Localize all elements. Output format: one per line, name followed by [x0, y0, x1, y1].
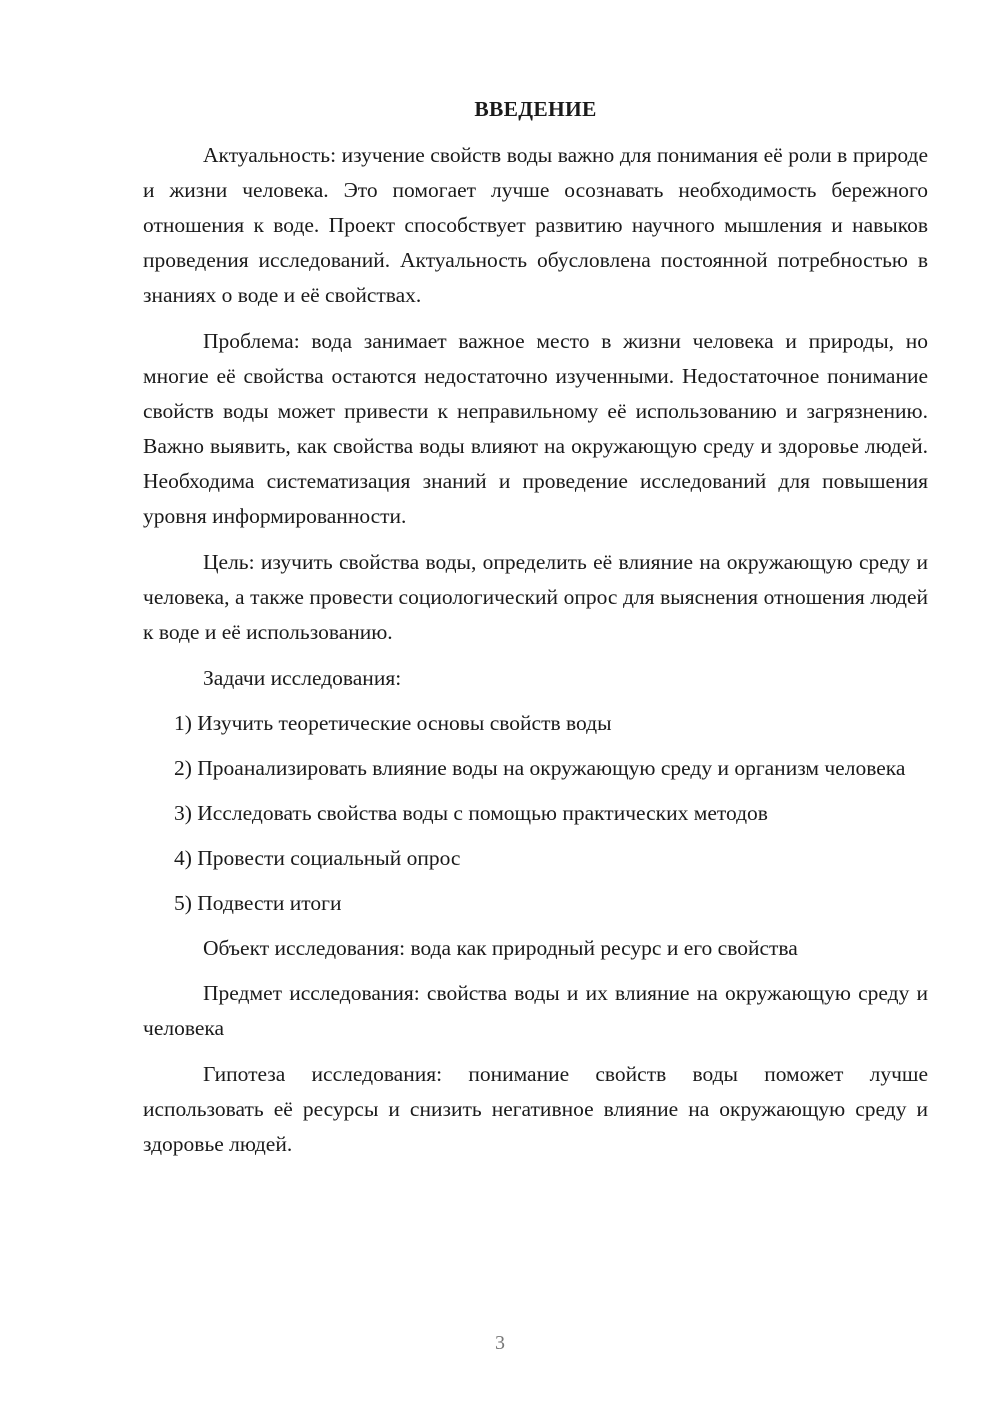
problem-paragraph: Проблема: вода занимает важное место в жизни человека и природы, но многие её свойства остаются недостаточно изученными. Недостаточное понимание свойств воды может привести к неправильному её использованию и загрязнению. Важно выявить, как свойства воды влияют на окружающую среду и здоровье людей. Необходима систематизация знаний и проведение исследований для повышения уровня информированности. — [143, 329, 928, 528]
hypothesis-paragraph: Гипотеза исследования: понимание свойств воды поможет лучше использовать её ресурсы и снизить негативное влияние на окружающую среду и здоровье людей. — [143, 1062, 928, 1156]
goal-paragraph: Цель: изучить свойства воды, определить её влияние на окружающую среду и человека, а также провести социологический опрос для выяснения отношения людей к воде и её использованию. — [143, 550, 928, 644]
tasks-heading: Задачи исследования: — [203, 666, 402, 690]
object-paragraph: Объект исследования: вода как природный ресурс и его свойства — [203, 936, 798, 960]
page-title: ВВЕДЕНИЕ — [474, 97, 597, 121]
task-item: 2) Проанализировать влияние воды на окружающую среду и организм человека — [174, 756, 906, 780]
page-number: 3 — [495, 1332, 505, 1354]
task-item: 1) Изучить теоретические основы свойств воды — [174, 711, 612, 735]
relevance-paragraph: Актуальность: изучение свойств воды важно для понимания её роли в природе и жизни человека. Это помогает лучше осознавать необходимость бережного отношения к воде. Проект способствует развитию научного мышления и навыков проведения исследований. Актуальность обусловлена постоянной потребностью в знаниях о воде и её свойствах. — [143, 143, 928, 307]
document-page — [143, 92, 928, 1173]
task-item: 4) Провести социальный опрос — [174, 846, 461, 870]
subject-paragraph: Предмет исследования: свойства воды и их влияние на окружающую среду и человека — [143, 981, 928, 1040]
task-item: 3) Исследовать свойства воды с помощью практических методов — [174, 801, 768, 825]
task-item: 5) Подвести итоги — [174, 891, 342, 915]
